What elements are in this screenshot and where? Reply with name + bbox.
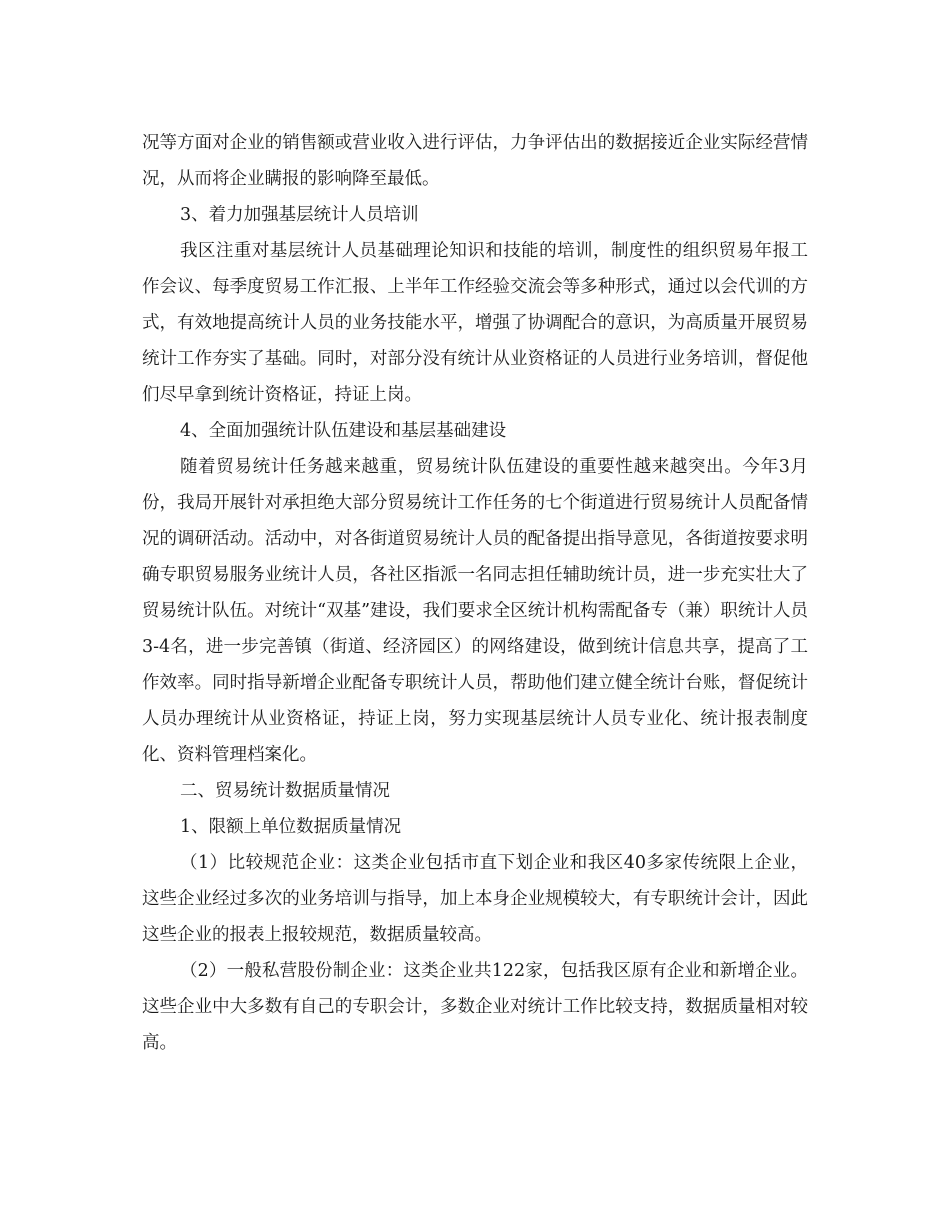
paragraph-item-1: （1）比较规范企业：这类企业包括市直下划企业和我区40多家传统限上企业，这些企业经过多次的业务培训与指导，加上本身企业规模较大，有专职统计会计，因此这些企业的报表上报较规范，数据质量较高。 (142, 853, 808, 945)
section-heading-3: 3、着力加强基层统计人员培训 (180, 205, 419, 225)
paragraph-item-2: （2）一般私营股份制企业：这类企业共122家，包括我区原有企业和新增企业。这些企业中大多数有自己的专职会计，多数企业对统计工作比较支持，数据质量相对较高。 (142, 961, 808, 1053)
subsection-heading-1: 1、限额上单位数据质量情况 (180, 817, 402, 837)
paragraph-training: 我区注重对基层统计人员基础理论知识和技能的培训，制度性的组织贸易年报工作会议、每季度贸易工作汇报、上半年工作经验交流会等多种形式，通过以会代训的方式，有效地提高统计人员的业务技能水平，增强了协调配合的意识，为高质量开展贸易统计工作夯实了基础。同时，对部分没有统计从业资格证的人员进行业务培训，督促他们尽早拿到统计资格证，持证上岗。 (142, 241, 808, 405)
paragraph-team-building: 随着贸易统计任务越来越重，贸易统计队伍建设的重要性越来越突出。今年3月份，我局开展针对承担绝大部分贸易统计工作任务的七个街道进行贸易统计人员配备情况的调研活动。活动中，对各街道贸易统计人员的配备提出指导意见，各街道按要求明确专职贸易服务业统计人员，各社区指派一名同志担任辅助统计员，进一步充实壮大了贸易统计队伍。对统计“双基”建设，我们要求全区统计机构需配备专（兼）职统计人员3-4名，进一步完善镇（街道、经济园区）的网络建设，做到统计信息共享，提高了工作效率。同时指导新增企业配备专职统计人员，帮助他们建立健全统计台账，督促统计人员办理统计从业资格证，持证上岗，努力实现基层统计人员专业化、统计报表制度化、资料管理档案化。 (142, 457, 808, 765)
document-body (142, 125, 808, 1061)
section-heading-4: 4、全面加强统计队伍建设和基层基础建设 (180, 421, 507, 441)
paragraph-continuation: 况等方面对企业的销售额或营业收入进行评估，力争评估出的数据接近企业实际经营情况，从而将企业瞒报的影响降至最低。 (142, 133, 808, 189)
section-heading-two: 二、贸易统计数据质量情况 (180, 781, 390, 801)
